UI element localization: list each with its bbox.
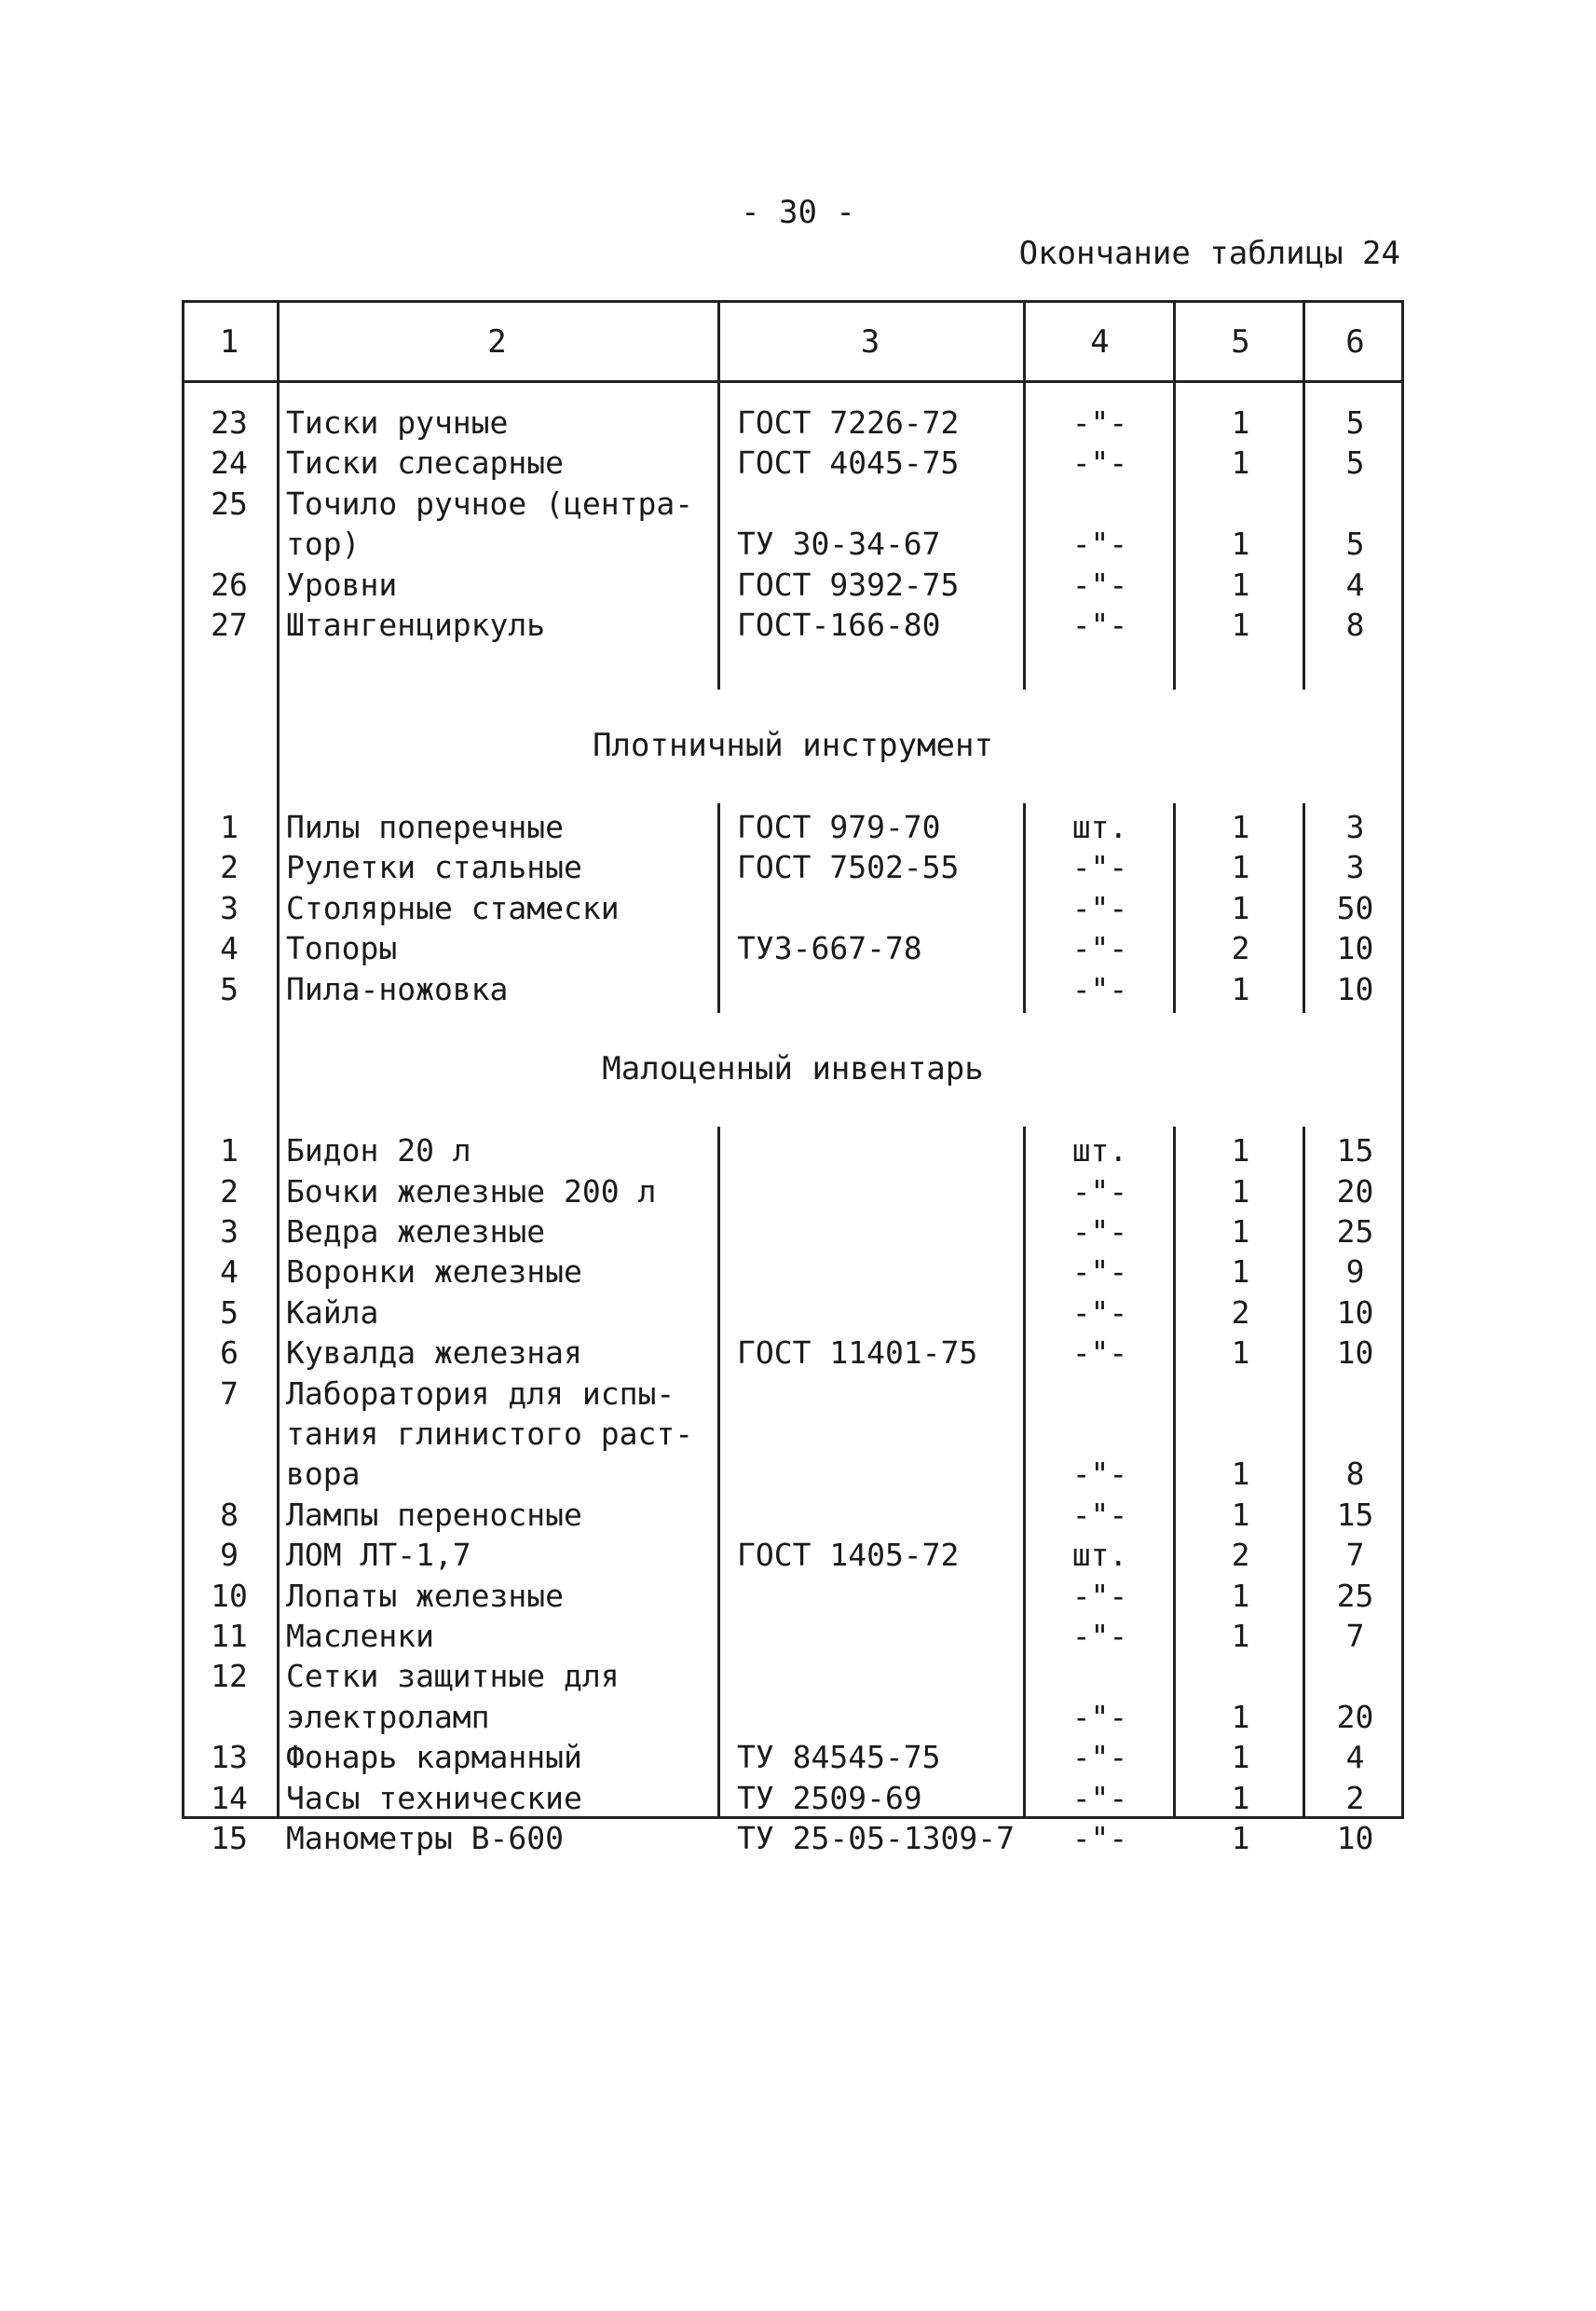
item-unit: шт.	[1071, 1537, 1128, 1574]
item-col-6: 8	[1345, 607, 1365, 643]
header-col-6: 6	[1345, 323, 1365, 361]
item-unit: -"-	[1071, 889, 1128, 926]
item-standard	[737, 1251, 1030, 1292]
row-number: 3	[220, 889, 239, 926]
item-col-5: 1	[1231, 1779, 1250, 1816]
item-standard: ГОСТ 7502-55	[737, 849, 960, 886]
row-number	[182, 1414, 277, 1454]
row-number: 6	[220, 1334, 239, 1372]
item-col-6: 10	[1336, 1293, 1374, 1331]
table-row	[182, 1374, 1404, 1414]
item-standard	[737, 1454, 1030, 1494]
item-standard	[737, 1697, 1030, 1737]
header-col-1: 1	[219, 323, 239, 361]
row-number: 23	[211, 404, 248, 441]
item-name: Топоры	[286, 930, 398, 967]
item-standard: ТУ 30-34-67	[737, 526, 941, 563]
item-unit: -"-	[1071, 1577, 1128, 1614]
item-unit: -"-	[1071, 1172, 1128, 1210]
item-name: вора	[286, 1456, 361, 1493]
item-name: электроламп	[286, 1698, 490, 1735]
table-header-border	[182, 380, 1404, 383]
item-standard: ГОСТ 4045-75	[737, 444, 960, 482]
table-row	[182, 565, 1404, 605]
item-col-6: 4	[1345, 566, 1365, 603]
row-number: 4	[220, 930, 239, 967]
table-row	[182, 1778, 1404, 1818]
item-col-5: 1	[1231, 970, 1250, 1007]
item-name: Бидон 20 л	[286, 1132, 471, 1169]
row-number: 11	[211, 1618, 248, 1654]
item-name: Точило ручное (центра-	[286, 485, 694, 522]
item-col-6	[1306, 1414, 1404, 1454]
item-name: Лопаты железные	[286, 1577, 565, 1614]
item-col-6: 5	[1345, 526, 1365, 563]
item-name: Уровни	[286, 566, 398, 603]
page-number: - 30 -	[741, 194, 855, 231]
item-unit	[1025, 1414, 1175, 1454]
item-standard: ГОСТ 11401-75	[737, 1334, 978, 1372]
item-col-6: 15	[1336, 1496, 1374, 1533]
item-col-5	[1175, 1374, 1306, 1414]
row-number: 12	[211, 1658, 248, 1695]
item-standard	[737, 1414, 1030, 1454]
item-unit: -"-	[1071, 1293, 1128, 1331]
section-title: Плотничный инструмент	[593, 727, 993, 765]
item-col-5: 1	[1231, 444, 1250, 482]
row-number: 1	[220, 1132, 239, 1169]
item-col-5	[1175, 1656, 1306, 1696]
item-col-5	[1175, 1414, 1306, 1454]
table-row	[182, 1251, 1404, 1292]
row-number: 27	[211, 607, 248, 643]
table-row	[182, 1495, 1404, 1535]
item-unit: -"-	[1071, 930, 1128, 967]
header-col-3: 3	[860, 323, 880, 361]
item-col-6: 7	[1345, 1618, 1365, 1654]
item-unit: -"-	[1071, 607, 1128, 643]
table-row	[182, 1737, 1404, 1777]
item-unit: -"-	[1071, 1820, 1128, 1856]
item-standard: ТУ 84545-75	[737, 1739, 941, 1776]
item-standard	[737, 969, 1030, 1009]
item-col-5: 2	[1231, 930, 1250, 967]
table-row	[182, 1616, 1404, 1656]
row-number: 5	[220, 970, 239, 1007]
item-unit: -"-	[1071, 1456, 1128, 1493]
table-row	[182, 1130, 1404, 1170]
item-col-6: 7	[1345, 1537, 1365, 1574]
item-standard: ТУ3-667-78	[737, 930, 922, 967]
item-standard	[737, 1374, 1030, 1414]
item-col-6: 8	[1345, 1456, 1365, 1493]
item-unit: -"-	[1071, 1618, 1128, 1654]
item-col-5: 1	[1231, 889, 1250, 926]
item-unit	[1025, 484, 1175, 524]
item-col-5: 1	[1231, 1698, 1250, 1735]
item-name: Тиски ручные	[286, 404, 509, 441]
item-col-6: 20	[1336, 1172, 1374, 1210]
item-standard: ГОСТ 7226-72	[737, 404, 960, 441]
item-unit: -"-	[1071, 1213, 1128, 1250]
item-col-6: 5	[1345, 444, 1365, 482]
table-row	[182, 1333, 1404, 1373]
item-name: Кайла	[286, 1293, 379, 1331]
table-row	[182, 1656, 1404, 1696]
row-number: 10	[211, 1577, 248, 1614]
table-row	[182, 888, 1404, 928]
item-col-5: 1	[1231, 526, 1250, 563]
item-col-5: 1	[1231, 1132, 1250, 1169]
table-row	[182, 807, 1404, 847]
item-standard: ГОСТ 9392-75	[737, 566, 960, 603]
table-row	[182, 1414, 1404, 1454]
item-unit: -"-	[1071, 1334, 1128, 1372]
item-name: Лампы переносные	[286, 1496, 582, 1533]
item-col-6: 3	[1345, 849, 1365, 886]
item-standard	[737, 1171, 1030, 1211]
item-name: Воронки железные	[286, 1253, 582, 1291]
row-number: 7	[220, 1374, 239, 1412]
item-col-6: 25	[1336, 1577, 1374, 1614]
row-number: 1	[220, 809, 239, 845]
item-col-5: 1	[1231, 1820, 1250, 1856]
item-unit	[1025, 1656, 1175, 1696]
item-name: Пила-ножовка	[286, 970, 509, 1007]
item-unit: -"-	[1071, 444, 1128, 482]
item-col-6: 10	[1336, 930, 1374, 967]
item-col-6: 50	[1336, 889, 1374, 926]
item-unit: -"-	[1071, 1698, 1128, 1735]
item-col-5: 1	[1231, 1739, 1250, 1776]
item-col-5: 2	[1231, 1293, 1250, 1331]
row-number: 14	[211, 1779, 248, 1816]
item-name: Ведра железные	[286, 1213, 546, 1250]
section-title: Малоценный инвентарь	[602, 1050, 984, 1088]
item-col-6: 10	[1336, 970, 1374, 1007]
row-number: 2	[220, 849, 239, 886]
item-col-6	[1306, 1656, 1404, 1696]
table-row	[182, 1211, 1404, 1251]
table-row	[182, 1535, 1404, 1575]
row-number: 2	[220, 1172, 239, 1210]
item-name: Бочки железные 200 л	[286, 1172, 657, 1210]
header-col-2: 2	[487, 323, 507, 361]
row-number: 3	[220, 1213, 239, 1250]
item-col-6: 10	[1336, 1820, 1374, 1856]
table-row	[182, 847, 1404, 887]
item-col-6: 9	[1345, 1253, 1365, 1291]
item-name: Лаборатория для испы-	[286, 1374, 675, 1412]
item-col-5: 1	[1231, 404, 1250, 441]
item-standard: ГОСТ 979-70	[737, 809, 941, 845]
header-col-5: 5	[1231, 323, 1250, 361]
table-row	[182, 524, 1404, 564]
item-standard: ТУ 25-05-1309-7	[737, 1820, 1016, 1856]
item-standard	[737, 1495, 1030, 1535]
item-col-5: 2	[1231, 1537, 1250, 1574]
item-col-6: 5	[1345, 404, 1365, 441]
item-col-5: 1	[1231, 1213, 1250, 1250]
table-row	[182, 928, 1404, 968]
row-number: 5	[220, 1293, 239, 1331]
item-col-6: 25	[1336, 1213, 1374, 1250]
item-standard	[737, 1292, 1030, 1333]
row-number: 4	[220, 1253, 239, 1291]
item-col-5: 1	[1231, 1618, 1250, 1654]
item-name: ЛОМ ЛТ-1,7	[286, 1537, 471, 1574]
item-standard	[737, 1130, 1030, 1170]
table-row	[182, 1292, 1404, 1333]
item-name: Сетки защитные для	[286, 1658, 620, 1695]
item-name: Фонарь карманный	[286, 1739, 582, 1776]
item-standard	[737, 1211, 1030, 1251]
item-col-6: 3	[1345, 809, 1365, 845]
row-number	[182, 1454, 277, 1494]
item-name: тания глинистого раст-	[286, 1415, 694, 1452]
item-unit: -"-	[1071, 1496, 1128, 1533]
table-row	[182, 403, 1404, 443]
item-standard	[737, 888, 1030, 928]
item-standard	[737, 1656, 1030, 1696]
row-number: 8	[220, 1496, 239, 1533]
item-unit	[1025, 1374, 1175, 1414]
item-col-5: 1	[1231, 1253, 1250, 1291]
table-caption: Окончание таблицы 24	[1018, 235, 1400, 272]
item-name: Тиски слесарные	[286, 444, 565, 482]
row-number: 13	[211, 1739, 248, 1776]
item-unit: -"-	[1071, 970, 1128, 1007]
item-unit: -"-	[1071, 1779, 1128, 1816]
item-unit: -"-	[1071, 526, 1128, 563]
item-standard: ГОСТ 1405-72	[737, 1537, 960, 1574]
table-row	[182, 1697, 1404, 1737]
item-name: Штангенциркуль	[286, 607, 546, 643]
item-unit: шт.	[1071, 809, 1128, 845]
item-col-6: 2	[1345, 1779, 1365, 1816]
item-unit: шт.	[1071, 1132, 1128, 1169]
item-standard: ТУ 2509-69	[737, 1779, 922, 1816]
item-unit: -"-	[1071, 1739, 1128, 1776]
table-top-border	[182, 300, 1404, 303]
item-name: Часы технические	[286, 1779, 582, 1816]
item-col-5: 1	[1231, 809, 1250, 845]
item-col-5: 1	[1231, 849, 1250, 886]
row-number	[182, 1697, 277, 1737]
item-name: Кувалда железная	[286, 1334, 582, 1372]
item-name: Манометры В-600	[286, 1820, 565, 1856]
table-row	[182, 1454, 1404, 1494]
item-standard	[737, 484, 1030, 524]
item-name: Масленки	[286, 1618, 434, 1654]
table-row	[182, 443, 1404, 483]
item-col-6: 15	[1336, 1132, 1374, 1169]
item-col-5: 1	[1231, 1334, 1250, 1372]
item-standard	[737, 1576, 1030, 1616]
table-row	[182, 484, 1404, 524]
item-unit: -"-	[1071, 404, 1128, 441]
header-col-4: 4	[1090, 323, 1110, 361]
table-row	[182, 605, 1404, 645]
row-number: 15	[211, 1820, 248, 1856]
row-number: 26	[211, 566, 248, 603]
table-row	[182, 1576, 1404, 1616]
item-name: Пилы поперечные	[286, 809, 565, 845]
item-unit: -"-	[1071, 1253, 1128, 1291]
item-unit: -"-	[1071, 849, 1128, 886]
table-row	[182, 1171, 1404, 1211]
item-standard: ГОСТ-166-80	[737, 607, 941, 643]
item-col-5: 1	[1231, 607, 1250, 643]
item-col-6	[1306, 1374, 1404, 1414]
item-col-5: 1	[1231, 1172, 1250, 1210]
item-col-5: 1	[1231, 1496, 1250, 1533]
table-row	[182, 969, 1404, 1009]
row-number: 25	[211, 485, 248, 522]
item-col-5: 1	[1231, 1577, 1250, 1614]
item-name: тор)	[286, 526, 361, 563]
item-col-5: 1	[1231, 566, 1250, 603]
item-col-6	[1306, 484, 1404, 524]
row-number: 24	[211, 444, 248, 482]
item-standard	[737, 1616, 1030, 1656]
row-number: 9	[220, 1537, 239, 1574]
item-col-5	[1175, 484, 1306, 524]
item-col-6: 20	[1336, 1698, 1374, 1735]
item-unit: -"-	[1071, 566, 1128, 603]
item-col-6: 10	[1336, 1334, 1374, 1372]
item-col-5: 1	[1231, 1456, 1250, 1493]
item-name: Рулетки стальные	[286, 849, 582, 886]
item-col-6: 4	[1345, 1739, 1365, 1776]
table-row	[182, 1818, 1404, 1858]
item-name: Столярные стамески	[286, 889, 620, 926]
table-header-row	[182, 319, 1404, 365]
row-number	[182, 524, 277, 564]
